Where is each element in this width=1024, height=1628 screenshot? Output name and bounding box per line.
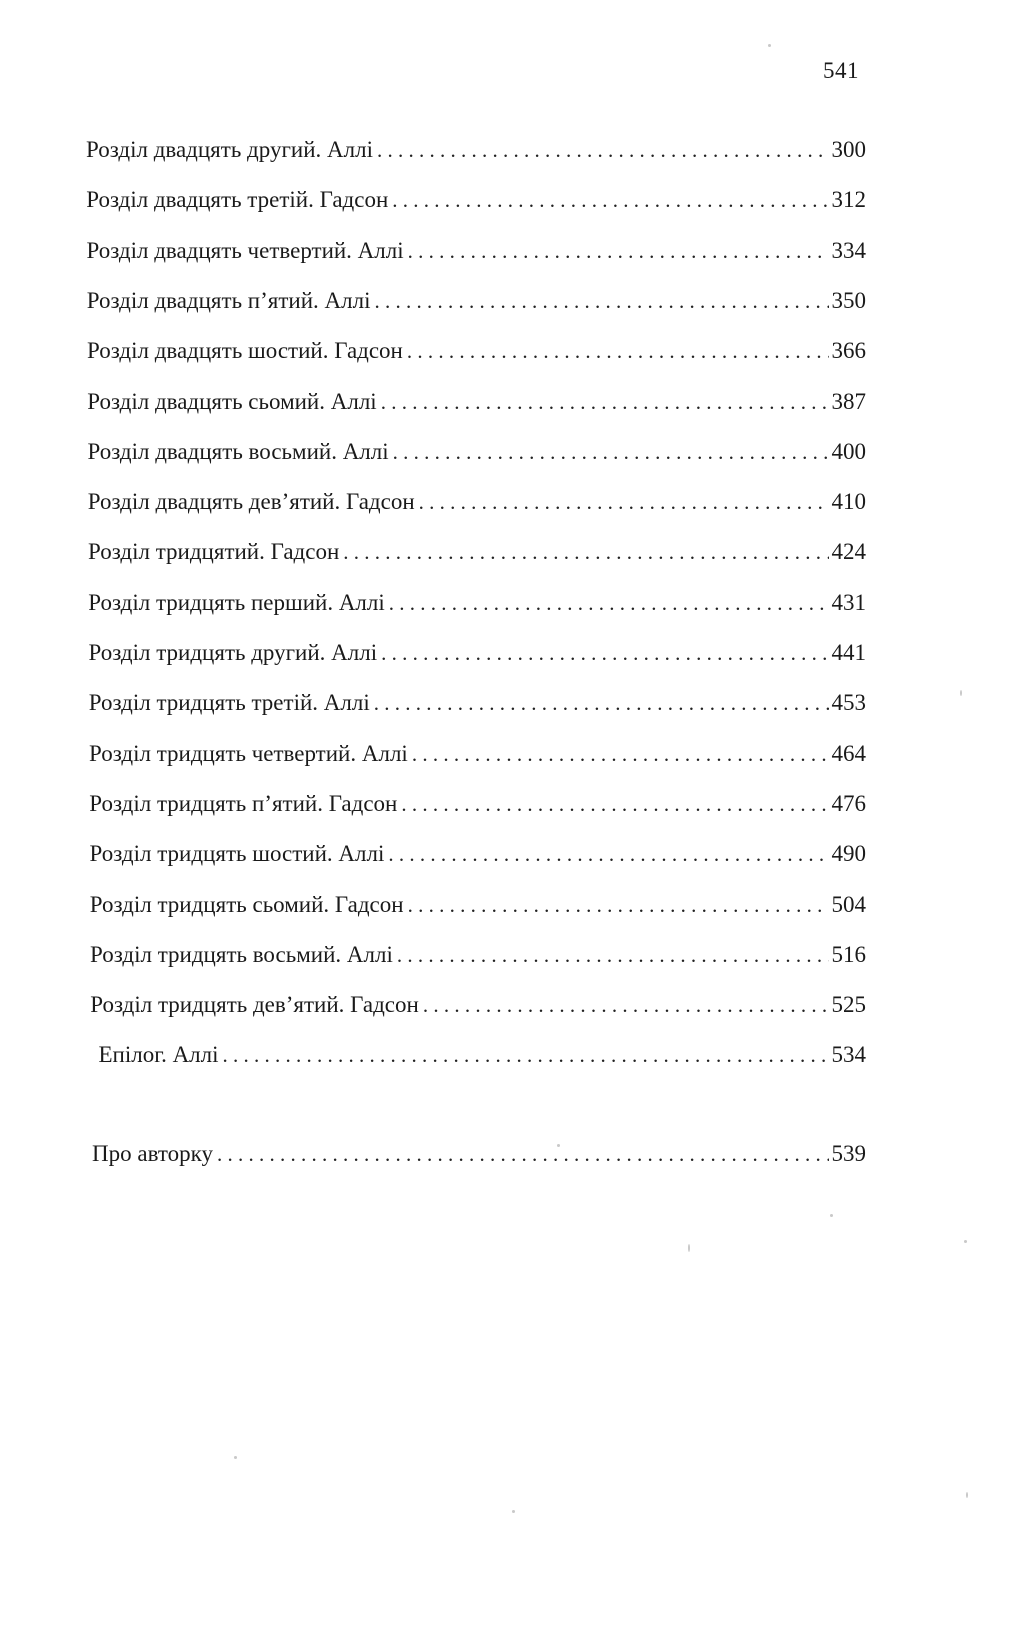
dot-leader [419, 488, 829, 516]
toc-entry-page: 410 [831, 489, 866, 515]
toc-entry [86, 186, 866, 214]
toc-entry-page: 490 [831, 841, 866, 867]
toc-entry [88, 589, 866, 617]
dot-leader [393, 438, 829, 466]
toc-entry-page: 516 [831, 941, 866, 967]
toc-entry-title: Розділ тридцять перший. Аллі [88, 589, 385, 615]
toc-entry [88, 538, 866, 566]
toc-entry-page: 400 [831, 438, 866, 464]
toc-entry-page: 453 [831, 690, 866, 716]
dot-leader [407, 337, 829, 365]
toc-entry-title: Розділ тридцять четвертий. Аллі [89, 740, 408, 766]
toc-entry-title: Розділ тридцять п’ятий. Гадсон [89, 790, 398, 816]
toc-entry [90, 891, 866, 919]
dot-leader [374, 287, 828, 315]
toc-entry-title: Розділ двадцять другий. Аллі [86, 137, 373, 162]
toc-entry-page: 525 [831, 992, 866, 1018]
page-number: 541 [823, 58, 859, 83]
toc-entry-page: 504 [831, 891, 866, 917]
toc-entry-title: Про авторку [92, 1141, 213, 1166]
toc-entry-title: Розділ тридцять другий. Аллі [88, 640, 378, 665]
toc-entry [90, 991, 866, 1019]
toc-entry-title: Розділ тридцять третій. Аллі [88, 690, 370, 716]
paper-speck [557, 1144, 560, 1147]
toc-entry-page: 300 [831, 137, 866, 162]
dot-leader [412, 740, 829, 768]
toc-entry-title: Розділ тридцять дев’ятий. Гадсон [90, 992, 419, 1018]
toc-entry-page: 431 [831, 589, 866, 615]
paper-speck [512, 1510, 515, 1513]
toc-entry-title: Розділ двадцять сьомий. Аллі [87, 388, 377, 414]
toc-entry-title: Розділ двадцять п’ятий. Аллі [86, 287, 371, 313]
toc-entry-title: Розділ двадцять четвертий. Аллі [86, 237, 404, 263]
toc-entry-page: 424 [831, 539, 866, 565]
toc-entry [87, 287, 866, 315]
dot-leader [423, 991, 829, 1019]
toc-entry-about-author [92, 1140, 866, 1168]
dot-leader [408, 891, 829, 919]
toc-entry-title: Розділ тридцять шостий. Аллі [89, 841, 385, 867]
toc-entry [89, 790, 866, 818]
toc-entry-page: 534 [831, 1042, 866, 1068]
paper-speck [830, 1214, 833, 1217]
toc-entry [90, 941, 866, 969]
dot-leader [388, 840, 828, 868]
toc-entry-title: Розділ двадцять восьмий. Аллі [87, 438, 389, 464]
toc-entry [87, 237, 867, 265]
dot-leader [381, 388, 829, 416]
dot-leader [401, 790, 828, 818]
dot-leader [223, 1041, 829, 1069]
toc-entry-title: Розділ двадцять третій. Гадсон [86, 187, 389, 213]
toc-entry-page: 441 [831, 640, 866, 665]
paper-speck [964, 1240, 967, 1243]
paper-speck [966, 1492, 968, 1498]
toc-entry-page: 350 [831, 287, 866, 313]
paper-speck [234, 1456, 237, 1459]
dot-leader [217, 1140, 829, 1168]
toc-entry-title: Розділ двадцять шостий. Гадсон [87, 338, 403, 364]
toc-entry [87, 337, 866, 365]
paper-speck [688, 1244, 690, 1252]
toc-entry-page: 312 [831, 187, 866, 213]
dot-leader [408, 237, 829, 265]
toc-entry-page: 334 [831, 237, 866, 263]
toc-entry-page: 476 [831, 790, 866, 816]
toc-entry [89, 740, 866, 768]
dot-leader [374, 689, 829, 717]
paper-speck [960, 690, 962, 696]
dot-leader [389, 589, 829, 617]
toc-entry-title: Розділ тридцятий. Гадсон [88, 539, 340, 565]
dot-leader [392, 186, 828, 214]
toc-entry [89, 639, 867, 667]
toc-entry [87, 388, 866, 416]
dot-leader [343, 538, 828, 566]
toc-entry-title: Розділ двадцять дев’ятий. Гадсон [87, 489, 415, 515]
toc-entry-page: 539 [831, 1141, 866, 1166]
toc-entry [89, 689, 866, 717]
dot-leader [377, 136, 829, 164]
toc-entry [86, 136, 866, 164]
toc-entry [90, 840, 867, 868]
toc-entry-page: 387 [831, 388, 866, 414]
toc-entry-page: 464 [831, 740, 866, 766]
toc-entry [88, 488, 866, 516]
toc-entry-page: 366 [831, 338, 866, 364]
toc-entry [88, 438, 867, 466]
dot-leader [381, 639, 828, 667]
paper-speck [768, 44, 771, 47]
toc-entry-title: Епілог. Аллі [98, 1042, 219, 1068]
toc-entry-title: Розділ тридцять сьомий. Гадсон [89, 891, 404, 917]
dot-leader [397, 941, 829, 969]
toc-entry-title: Розділ тридцять восьмий. Аллі [90, 941, 393, 967]
toc-entry [99, 1041, 867, 1069]
